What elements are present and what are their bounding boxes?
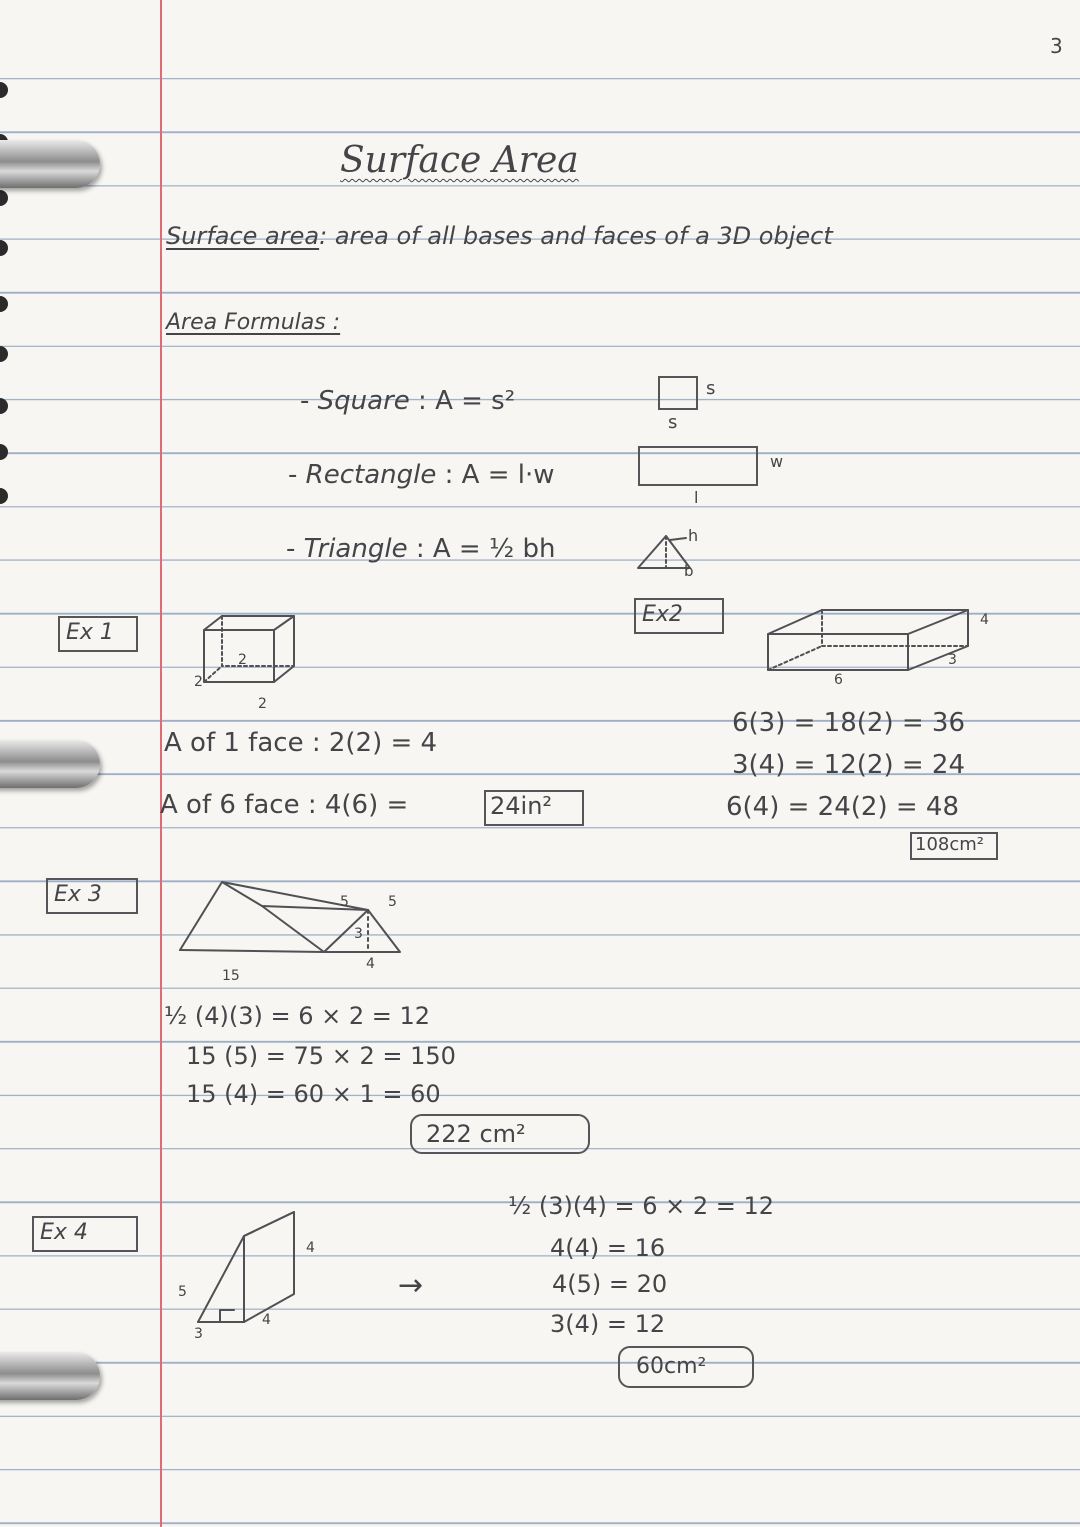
formula-name: Rectangle (305, 460, 437, 490)
binder-ring (0, 140, 100, 188)
ex1-work-line: A of 1 face : 2(2) = 4 (164, 728, 438, 758)
triangular-prism-sketch (170, 870, 410, 970)
ex2-work-line: 3(4) = 12(2) = 24 (732, 750, 965, 780)
rectangle-sketch (638, 446, 758, 486)
wedge-dimension: 4 (306, 1240, 315, 1256)
ex4-work-line: 4(5) = 20 (552, 1270, 668, 1298)
ex2-answer-box: 108cm² (910, 832, 998, 860)
binder-hole (0, 240, 8, 256)
example-2-label: Ex2 (634, 598, 724, 634)
formula-expression: A = s² (435, 386, 516, 416)
binder-ring (0, 740, 100, 788)
example-3-label: Ex 3 (46, 878, 138, 914)
definition-term: Surface area (166, 222, 320, 250)
triangular-prism-dimension: 5 (388, 894, 397, 910)
formula-triangle: - Triangle : A = ½ bh (286, 534, 556, 564)
square-side-label: s (706, 378, 716, 399)
formula-name: Square (317, 386, 410, 416)
wedge-dimension: 5 (178, 1284, 187, 1300)
triangular-prism-dimension: 5 (340, 894, 349, 910)
prism-dimension: 4 (980, 612, 989, 628)
rectangle-length-label: l (694, 488, 699, 507)
ex3-answer-box: 222 cm² (410, 1114, 590, 1154)
formula-rectangle: - Rectangle : A = l·w (288, 460, 555, 490)
cube-dimension: 2 (258, 696, 267, 712)
prism-dimension: 3 (948, 652, 957, 668)
triangle-base-label: b (684, 562, 694, 580)
definition-text: : area of all bases and faces of a 3D object (319, 222, 833, 250)
definition (166, 222, 833, 250)
wedge-prism-sketch (176, 1202, 316, 1332)
wedge-dimension: 4 (262, 1312, 271, 1328)
rectangle-width-label: w (770, 452, 784, 471)
ex3-work-line: 15 (4) = 60 × 1 = 60 (186, 1080, 441, 1108)
binder-hole (0, 398, 8, 414)
ex3-work-line: 15 (5) = 75 × 2 = 150 (186, 1042, 456, 1070)
square-side-label: s (668, 412, 678, 433)
cube-sketch (198, 610, 308, 690)
binder-hole (0, 488, 8, 504)
margin-line (160, 0, 162, 1527)
ex3-work-line: ½ (4)(3) = 6 × 2 = 12 (164, 1002, 431, 1030)
binder-ring (0, 1352, 100, 1400)
triangle-height-label: h (688, 526, 699, 545)
formula-square: - Square : A = s² (300, 386, 516, 416)
ex1-answer-box: 24in² (484, 790, 584, 826)
square-sketch (658, 376, 698, 410)
formulas-heading: Area Formulas : (166, 310, 341, 335)
ex4-work-line: 4(4) = 16 (550, 1234, 666, 1262)
cube-dimension: 2 (194, 674, 203, 690)
page-number: 3 (1050, 34, 1063, 58)
example-1-label: Ex 1 (58, 616, 138, 652)
triangular-prism-dimension: 15 (222, 968, 240, 984)
ex4-work-line: ½ (3)(4) = 6 × 2 = 12 (508, 1192, 775, 1220)
ex2-work-line: 6(3) = 18(2) = 36 (732, 708, 965, 738)
arrow-icon: → (398, 1268, 424, 1303)
formula-expression: A = l·w (461, 460, 555, 490)
binder-hole (0, 190, 8, 206)
ex4-work-line: 3(4) = 12 (550, 1310, 666, 1338)
formula-expression: A = ½ bh (432, 534, 556, 564)
binder-hole (0, 296, 8, 312)
example-4-label: Ex 4 (32, 1216, 138, 1252)
ex4-answer-box: 60cm² (618, 1346, 754, 1388)
ex1-work-line: A of 6 face : 4(6) = (160, 790, 409, 820)
formula-name: Triangle (303, 534, 408, 564)
triangular-prism-dimension: 3 (354, 926, 363, 942)
binder-hole (0, 346, 8, 362)
binder-hole (0, 444, 8, 460)
binder-hole (0, 82, 8, 98)
wedge-dimension: 3 (194, 1326, 203, 1342)
ex2-work-line: 6(4) = 24(2) = 48 (726, 792, 959, 822)
prism-dimension: 6 (834, 672, 843, 688)
rectangular-prism-sketch (762, 600, 992, 680)
page-title: Surface Area (340, 140, 579, 181)
triangular-prism-dimension: 4 (366, 956, 375, 972)
cube-dimension: 2 (238, 652, 247, 668)
